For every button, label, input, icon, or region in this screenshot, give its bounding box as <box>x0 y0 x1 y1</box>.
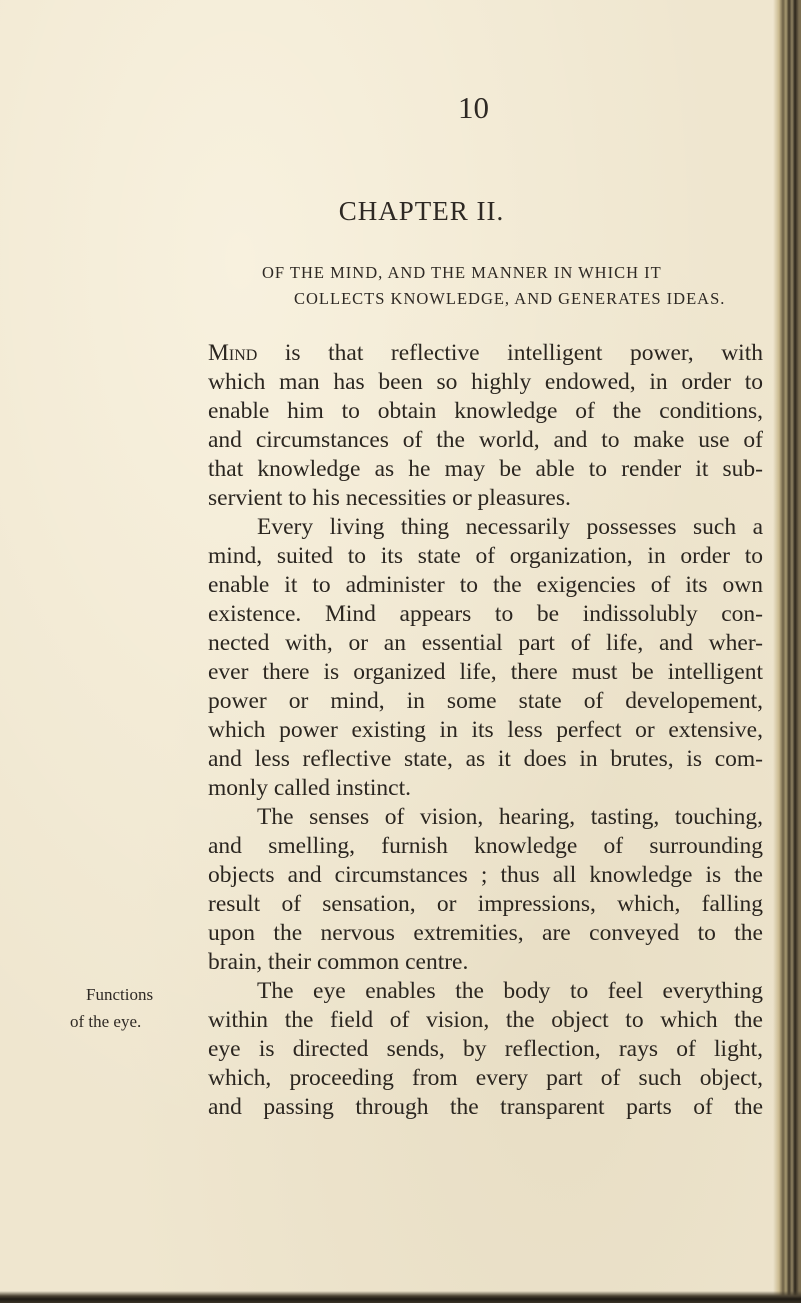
text-line-2: which man has been so highly endowed, in order to <box>208 369 763 395</box>
text-line-12: ever there is organized life, there must be intelligent <box>208 659 763 685</box>
text-line-13: power or mind, in some state of developement, <box>208 688 763 714</box>
text-line-18: and smelling, furnish knowledge of surrounding <box>208 833 763 859</box>
text-line-1 <box>208 340 763 367</box>
text-line-25: eye is directed sends, by reflection, rays of light, <box>208 1036 763 1062</box>
text-line-22: brain, their common centre. <box>208 949 469 975</box>
text-line-7: Every living thing necessarily possesses such a <box>257 514 763 540</box>
text-line-8: mind, suited to its state of organization, in order to <box>208 543 763 569</box>
text-line-21: upon the nervous extremities, are conveyed to the <box>208 920 763 946</box>
text-line-27: and passing through the transparent parts of the <box>208 1094 763 1120</box>
bottom-edge-shadow <box>0 1291 801 1303</box>
margin-note-line-1: Functions <box>86 985 154 1004</box>
text-line-4: and circumstances of the world, and to make use of <box>208 427 763 453</box>
text-line-26: which, proceeding from every part of such object, <box>208 1065 763 1091</box>
margin-note-line-2: of the eye. <box>70 1012 142 1031</box>
opening-word: Mind <box>208 340 258 366</box>
text-line-5: that knowledge as he may be able to render it sub- <box>208 456 763 482</box>
text-line-1-rest: is that reflective intelligent power, with <box>257 340 763 366</box>
text-line-9: enable it to administer to the exigencies of its own <box>208 572 763 598</box>
chapter-title-text: CHAPTER II. <box>338 196 505 226</box>
text-line-24: within the field of vision, the object to which the <box>208 1007 763 1033</box>
text-line-3: enable him to obtain knowledge of the conditions, <box>208 398 763 424</box>
text-line-10: existence. Mind appears to be indissolubly con- <box>208 601 763 627</box>
text-line-16: monly called instinct. <box>208 775 411 801</box>
text-line-20: result of sensation, or impressions, which, falling <box>208 891 763 917</box>
text-line-6: servient to his necessities or pleasures. <box>208 485 571 511</box>
text-line-23: The eye enables the body to feel everything <box>257 978 763 1004</box>
text-line-19: objects and circumstances ; thus all knowledge is the <box>208 862 763 888</box>
text-line-14: which power existing in its less perfect or extensive, <box>208 717 763 743</box>
text-line-17: The senses of vision, hearing, tasting, touching, <box>257 804 763 830</box>
chapter-subtitle-line-1: OF THE MIND, AND THE MANNER IN WHICH IT <box>262 263 662 282</box>
chapter-subtitle-line-2: COLLECTS KNOWLEDGE, AND GENERATES IDEAS. <box>294 289 726 308</box>
page-number: 10 <box>458 90 489 125</box>
chapter-title <box>0 196 801 227</box>
text-line-15: and less reflective state, as it does in brutes, is com- <box>208 746 763 772</box>
text-line-11: nected with, or an essential part of life, and wher- <box>208 630 763 656</box>
